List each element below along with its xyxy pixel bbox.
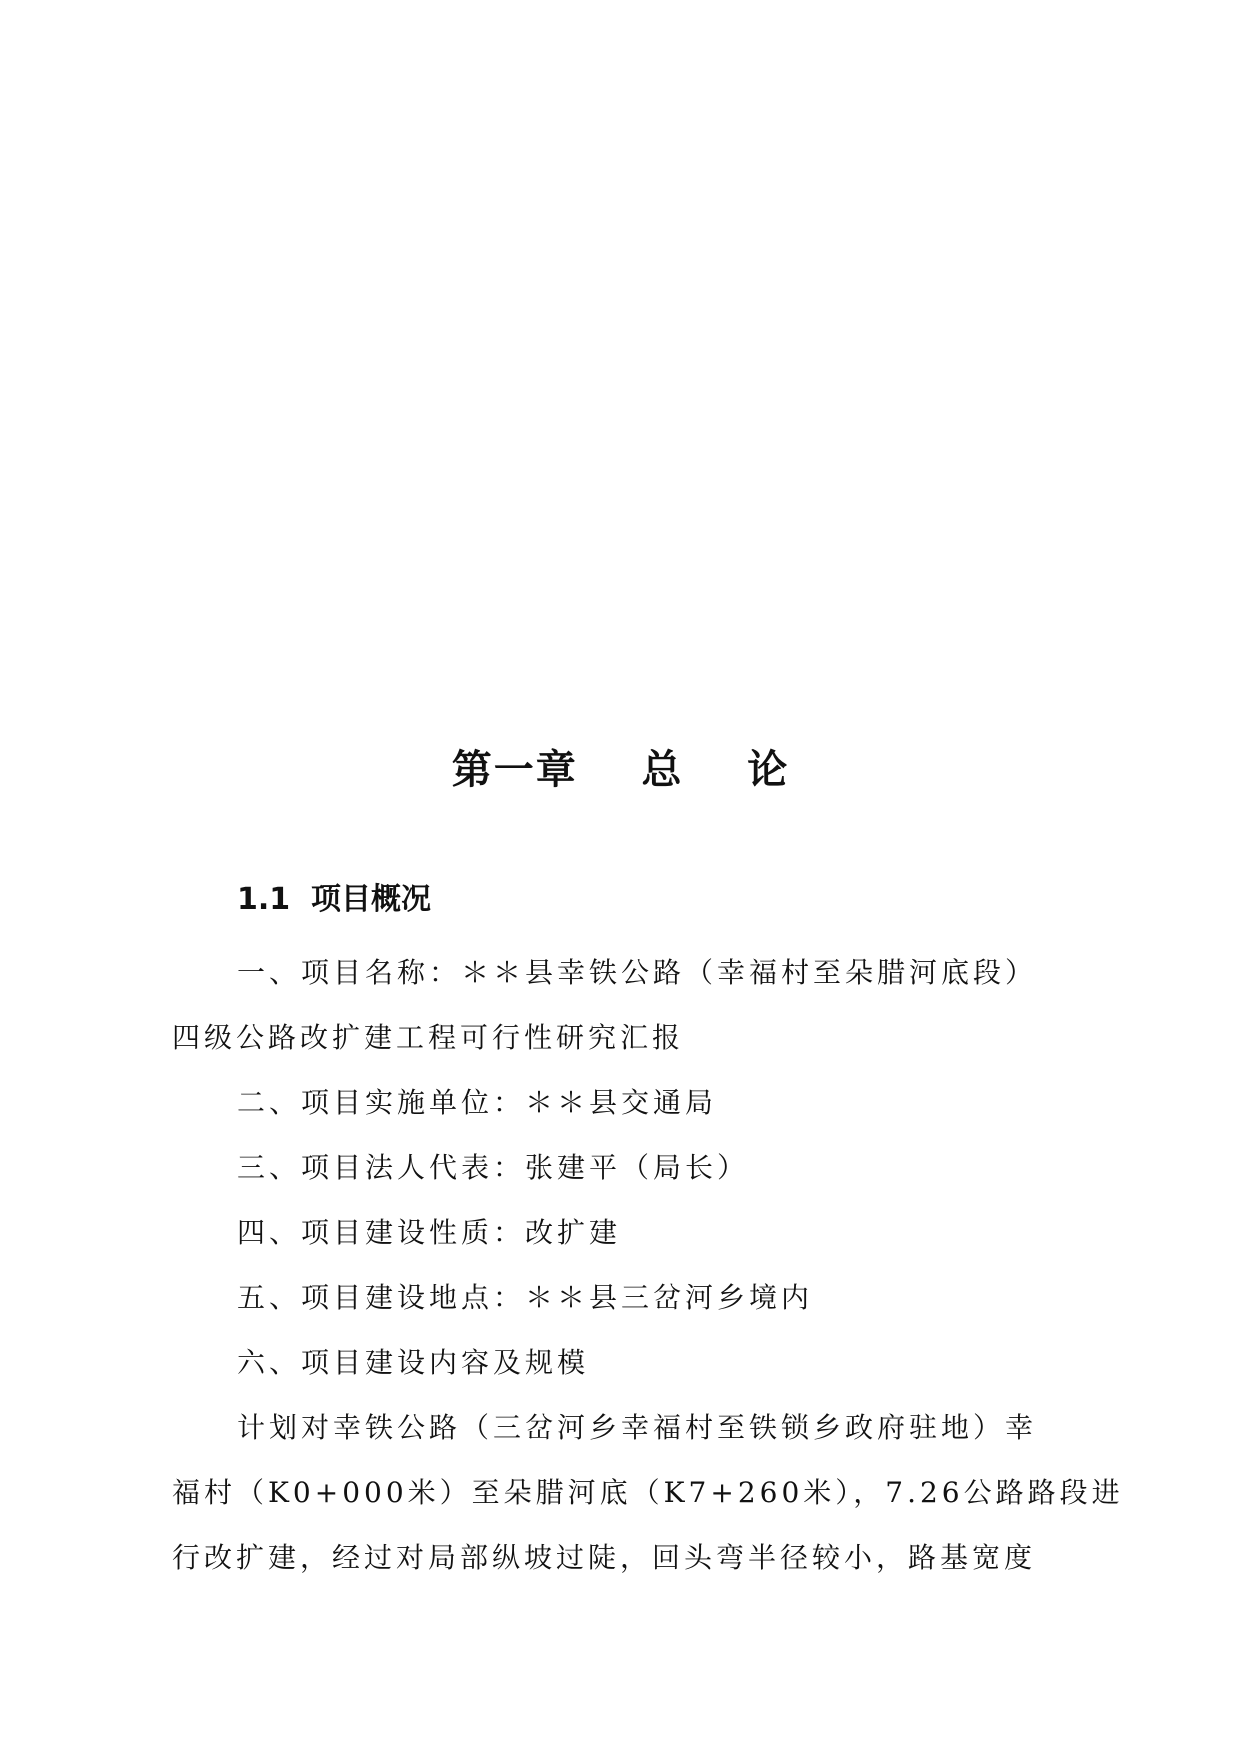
paragraph-plan-line1: 计划对幸铁公路（三岔河乡幸福村至铁锁乡政府驻地）幸 [237, 1411, 1038, 1444]
paragraph-plan-line3: 行改扩建，经过对局部纵坡过陡，回头弯半径较小，路基宽度 [172, 1541, 1037, 1574]
paragraph-plan-line2: 福村（K0+000米）至朵腊河底（K7+260米），7.26公路路段进 [172, 1476, 1124, 1509]
paragraph-construction-location: 五、项目建设地点：＊＊县三岔河乡境内 [237, 1281, 814, 1314]
paragraph-implementing-unit: 二、项目实施单位：＊＊县交通局 [237, 1086, 718, 1119]
paragraph-project-name-line1: 一、项目名称：＊＊县幸铁公路（幸福村至朵腊河底段） [237, 956, 1038, 989]
paragraph-project-name-line2: 四级公路改扩建工程可行性研究汇报 [172, 1021, 685, 1054]
section-heading: 1.1 项目概况 [237, 882, 432, 917]
paragraph-legal-representative: 三、项目法人代表：张建平（局长） [237, 1151, 750, 1184]
paragraph-construction-scope-heading: 六、项目建设内容及规模 [237, 1346, 590, 1379]
body-text [172, 940, 1124, 1590]
chapter-title: 第一章 总 论 [451, 747, 790, 793]
paragraph-construction-nature: 四、项目建设性质：改扩建 [237, 1216, 622, 1249]
